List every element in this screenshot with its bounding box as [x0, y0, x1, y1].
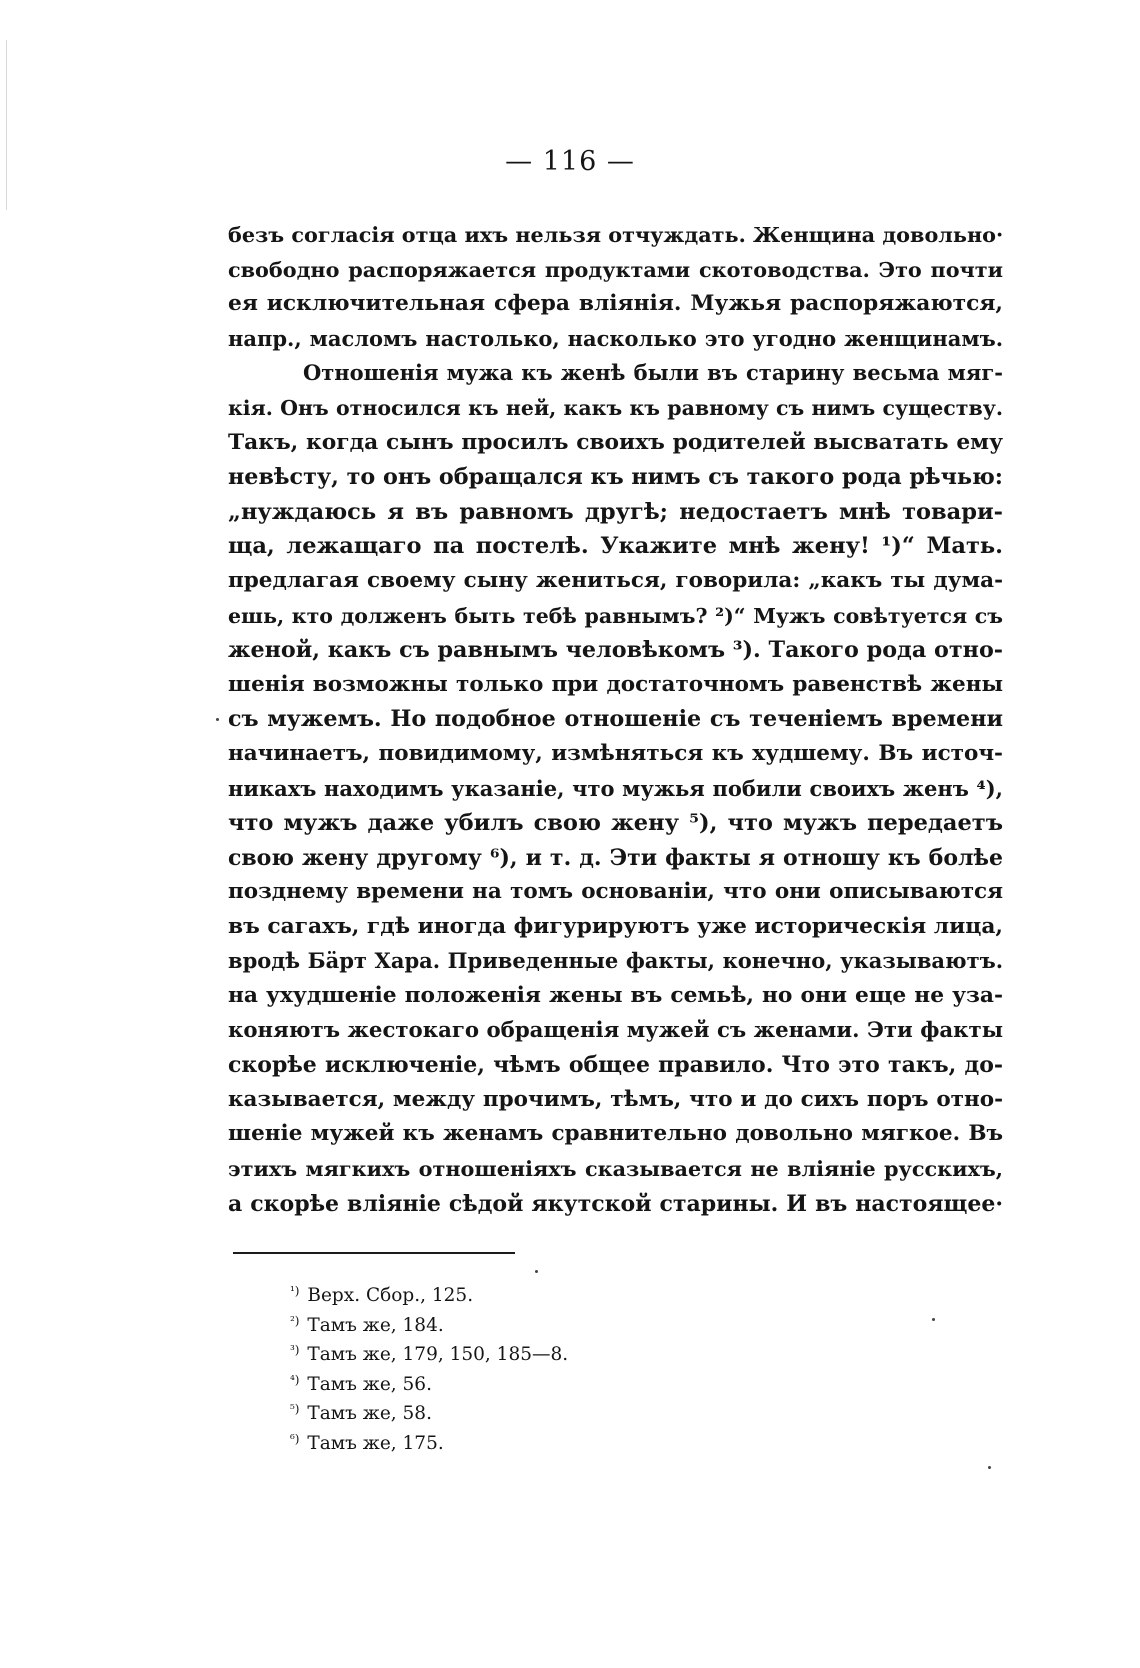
footnote-text: Верх. Сбор., 125. [307, 1285, 474, 1306]
text-line: позднему времени на томъ основаніи, что они описываются [228, 879, 1003, 905]
text-line: безъ согласія отца ихъ нельзя отчуждать. Женщина довольно· [228, 223, 1004, 247]
footnote-mark: ¹) [290, 1284, 300, 1298]
scan-edge-shadow [6, 40, 7, 210]
text-line: невѣсту, то онъ обращался къ нимъ съ такого рода рѣчью: [228, 464, 1004, 491]
scan-speck [535, 1270, 538, 1273]
footnote-mark: ³) [290, 1343, 300, 1357]
text-line: свободно распоряжается продуктами скотоводства. Это почти [228, 257, 1003, 282]
text-line: предлагая своему сыну жениться, говорила: „какъ ты дума- [228, 567, 1003, 593]
footnotes [290, 1277, 790, 1454]
footnote [290, 1307, 790, 1337]
text-line: шеніе мужей къ женамъ сравнительно довольно мягкое. Въ [228, 1121, 1003, 1147]
footnote-mark: ⁵) [290, 1402, 300, 1416]
text-line: ща, лежащаго па постелѣ. Укажите мнѣ жену! ¹)“ Мать. [228, 533, 1003, 560]
footnote [290, 1336, 790, 1366]
footnote [290, 1395, 790, 1425]
text-line: никахъ находимъ указаніе, что мужья побили своихъ женъ ⁴), [228, 775, 1003, 801]
text-line: шенія возможны только при достаточномъ равенствѣ жены [228, 671, 1003, 697]
footnote-separator [233, 1252, 515, 1254]
text-line: коняютъ жестокаго обращенія мужей съ женами. Эти факты [228, 1017, 1003, 1043]
scan-speck [988, 1466, 991, 1469]
text-line: ея исключительная сфера вліянія. Мужья распоряжаются, [228, 291, 1003, 317]
text-line: съ мужемъ. Но подобное отношеніе съ теченіемъ времени [228, 706, 1003, 733]
text-line: „нуждаюсь я въ равномъ другѣ; недостаетъ мнѣ товари- [228, 498, 1003, 525]
footnote-text: Тамъ же, 58. [307, 1403, 432, 1424]
footnote-text: Тамъ же, 175. [307, 1432, 444, 1454]
paragraph-start-line: Отношенія мужа къ женѣ были въ старину весьма мяг- [303, 360, 1003, 386]
footnote [290, 1277, 790, 1307]
footnote [290, 1366, 790, 1396]
footnote-text: Тамъ же, 56. [307, 1373, 432, 1395]
text-line: что мужъ даже убилъ свою жену ⁵), что мужъ передаетъ [228, 810, 1003, 837]
text-line: ешь, кто долженъ быть тебѣ равнымъ? ²)“ Мужъ совѣтуется съ [228, 603, 1003, 628]
text-line: напр., масломъ настолько, насколько это угодно женщинамъ. [228, 325, 1003, 351]
main-text [228, 218, 1003, 1221]
footnote [290, 1425, 790, 1455]
text-line: на ухудшеніе положенія жены въ семьѣ, но они еще не уза- [228, 983, 1003, 1009]
text-line: Такъ, когда сынъ просилъ своихъ родителей высватать ему [228, 429, 1003, 455]
footnote-text: Тамъ же, 179, 150, 185—8. [307, 1344, 569, 1365]
text-line: скорѣе исключеніе, чѣмъ общее правило. Что это такъ, до- [228, 1052, 1003, 1079]
text-line: въ сагахъ, гдѣ иногда фигурируютъ уже историческія лица, [228, 913, 1003, 939]
page-number: — 116 — [505, 146, 635, 177]
text-line: начинаетъ, повидимому, измѣняться къ худшему. Въ источ- [228, 740, 1003, 766]
text-line: казывается, между прочимъ, тѣмъ, что и до сихъ поръ отно- [228, 1086, 1003, 1112]
footnote-text: Тамъ же, 184. [307, 1314, 444, 1336]
text-line: кія. Онъ относился къ ней, какъ къ равному съ нимъ существу. [228, 395, 1003, 420]
scan-speck [932, 1318, 935, 1321]
footnote-mark: ⁴) [290, 1372, 300, 1387]
footnote-mark: ²) [290, 1313, 300, 1328]
footnote-mark: ⁶) [290, 1431, 300, 1446]
text-line: вродѣ Бäрт Хара. Приведенные факты, конечно, указываютъ. [228, 948, 1003, 974]
text-line: а скорѣе вліяніе сѣдой якутской старины. И въ настоящее· [228, 1190, 1003, 1217]
text-line: этихъ мягкихъ отношеніяхъ сказывается не вліяніе русскихъ, [228, 1157, 1003, 1182]
text-line: свою жену другому ⁶), и т. д. Эти факты я отношу къ болѣе [228, 844, 1003, 871]
scan-speck [216, 718, 219, 721]
text-line: женой, какъ съ равнымъ человѣкомъ ³). Такого рода отно- [228, 637, 1004, 664]
